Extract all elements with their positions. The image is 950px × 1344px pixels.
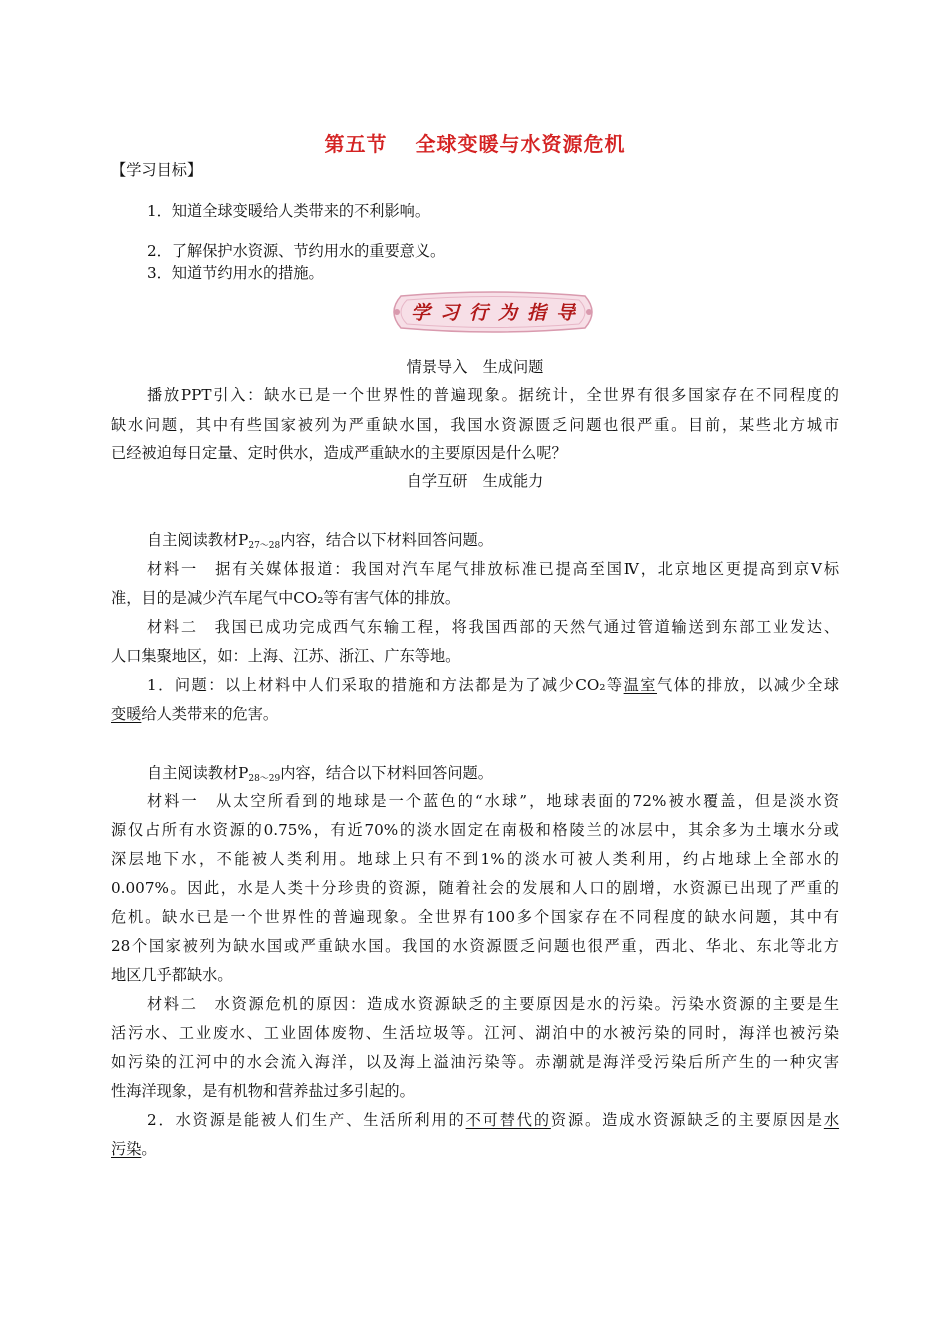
material-line: 源仅占所有水资源的0.75%，有近70%的淡水固定在南极和格陵兰的冰层中，其余多为土壤水分或 [111,821,839,839]
reading-instruction-1: 自主阅读教材$P_{27\sim 28}$内容，结合以下材料回答问题。 [147,531,493,551]
answer-blank: 变暖 [111,705,142,723]
title-topic: 全球变暖与水资源危机 [415,132,626,156]
answer-blank: 温室 [623,676,657,694]
material-line: 材料一 从太空所看到的地球是一个蓝色的“水球”，地球表面的72%被水覆盖，但是淡水资 [147,792,839,810]
material-line: 深层地下水，不能被人类利用。地球上只有不到1%的淡水可被人类利用，约占地球上全部水的 [111,850,839,868]
intro-line: 播放PPT引入：缺水已是一个世界性的普遍现象。据统计，全世界有很多国家存在不同程度的 [147,386,839,404]
title-section: 第五节 [324,132,388,156]
objectives-heading: 【学习目标】 [111,161,203,179]
intro-line: 缺水问题，其中有些国家被列为严重缺水国，我国水资源匮乏问题也很严重。目前，某些北方城市 [111,416,839,434]
reading-instruction-2: 自主阅读教材$P_{28\sim 29}$内容，结合以下材料回答问题。 [147,764,493,784]
material-line: 如污染的江河中的水会流入海洋，以及海上溢油污染等。赤潮就是海洋受污染后所产生的一种灾害 [111,1053,839,1071]
banner-title: 学习行为指导 [410,302,585,324]
objective-item: 2．了解保护水资源、节约用水的重要意义。 [147,242,446,260]
material-line: 人口集聚地区，如：上海、江苏、浙江、广东等地。 [111,647,461,665]
material-line: 危机。缺水已是一个世界性的普遍现象。全世界有100多个国家存在不同程度的缺水问题，其中有 [111,908,839,926]
material-line: 材料一 据有关媒体报道：我国对汽车尾气排放标准已提高至国Ⅳ，北京地区更提高到京Ⅴ标 [147,560,839,578]
material-line: 性海洋现象，是有机物和营养盐过多引起的。 [111,1082,415,1100]
answer-blank: 污染 [111,1140,142,1158]
answer-blank: 水 [823,1111,840,1129]
study-heading: 自学互研 生成能力 [406,472,544,490]
answer-blank: 不可替代的 [465,1111,551,1129]
material-line: 材料二 水资源危机的原因：造成水资源缺乏的主要原因是水的污染。污染水资源的主要是生 [147,995,839,1013]
material-line: 0.007%。因此，水是人类十分珍贵的资源，随着社会的发展和人口的剧增，水资源已出现了严重的 [111,879,839,897]
intro-heading: 情景导入 生成问题 [406,358,544,376]
section-banner [387,290,599,334]
material-line: 28个国家被列为缺水国或严重缺水国。我国的水资源匮乏问题也很严重，西北、华北、东北等北方 [111,937,839,955]
objective-item: 1．知道全球变暖给人类带来的不利影响。 [147,202,431,220]
material-line: 材料二 我国已成功完成西气东输工程，将我国西部的天然气通过管道输送到东部工业发达、 [147,618,839,636]
material-line: 地区几乎都缺水。 [111,966,233,984]
question-2: 2．水资源是能被人们生产、生活所利用的不可替代的资源。造成水资源缺乏的主要原因是水 [147,1111,840,1129]
question-1-cont: 变暖给人类带来的危害。 [111,705,279,723]
question-1: 1．问题：以上材料中人们采取的措施和方法都是为了减少CO₂等温室气体的排放，以减少全球 [147,676,840,694]
material-line: 活污水、工业废水、工业固体废物、生活垃圾等。江河、湖泊中的水被污染的同时，海洋也被污染 [111,1024,839,1042]
page-title [0,128,950,157]
material-line: 准，目的是减少汽车尾气中CO₂等有害气体的排放。 [111,589,461,607]
objective-item: 3．知道节约用水的措施。 [147,264,324,282]
question-2-cont: 污染。 [111,1140,157,1158]
intro-line: 已经被迫每日定量、定时供水，造成严重缺水的主要原因是什么呢？ [111,444,567,462]
